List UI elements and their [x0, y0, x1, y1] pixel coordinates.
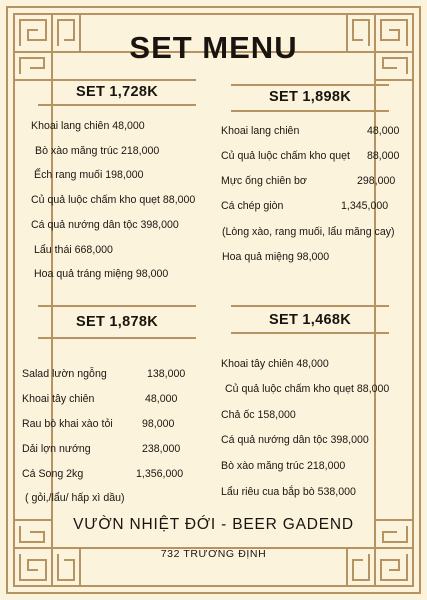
- set-3-item-price: 138,000: [147, 368, 186, 380]
- set-2-heading: SET 1,898K: [269, 89, 351, 105]
- set-1-item: Cá quả nướng dân tộc 398,000: [31, 219, 179, 231]
- set-4-item: Khoai tây chiên 48,000: [221, 358, 329, 370]
- set-2-item-price: 1,345,000: [341, 200, 389, 212]
- set-2-item-note: (Lòng xào, rang muối, lẩu măng cay): [222, 226, 395, 238]
- set-3-item-note: ( gỏi,/lẩu/ hấp xì dầu): [25, 492, 125, 504]
- set-4-rule-top: [231, 305, 389, 307]
- set-3-item-label: Cá Song 2kg: [22, 468, 84, 480]
- set-3-item-price: 238,000: [142, 443, 181, 455]
- set-1-item: Củ quả luộc chấm kho quẹt 88,000: [31, 194, 196, 206]
- set-2-item-label: Cá chép giòn: [221, 200, 284, 212]
- set-2-item-label: Khoai lang chiên: [221, 125, 300, 137]
- set-4-item: Củ quả luộc chấm kho quẹt 88,000: [225, 383, 390, 395]
- set-3-item-price: 98,000: [142, 418, 175, 430]
- menu-title: SET MENU: [129, 30, 298, 65]
- set-2-item-price: 48,000: [367, 125, 400, 137]
- set-1-item: Bò xào măng trúc 218,000: [35, 145, 160, 157]
- set-4-rule-bottom: [231, 332, 389, 334]
- set-2-item-label: Củ quả luộc chấm kho quẹt: [221, 150, 350, 162]
- set-2-rule-bottom: [231, 110, 389, 112]
- set-3-item-label: Dải lợn nướng: [22, 443, 91, 455]
- set-3-item-label: Khoai tây chiên: [22, 393, 95, 405]
- set-1-rule-bottom: [38, 104, 196, 106]
- set-1-heading: SET 1,728K: [76, 84, 158, 100]
- set-1-item: Hoa quả tráng miệng 98,000: [34, 268, 169, 280]
- set-2-item-price: 88,000: [367, 150, 400, 162]
- set-3-item-price: 48,000: [145, 393, 178, 405]
- set-4-item: Lẩu riêu cua bắp bò 538,000: [221, 486, 356, 498]
- set-4-item: Cá quả nướng dân tộc 398,000: [221, 434, 369, 446]
- set-1-rule-top: [38, 79, 196, 81]
- set-3-item-price: 1,356,000: [136, 468, 184, 480]
- set-3-item-label: Rau bò khai xào tỏi: [22, 418, 113, 430]
- set-3-item-label: Salad lườn ngỗng: [22, 368, 107, 380]
- set-3-rule-bottom: [38, 337, 196, 339]
- set-2-item-label: Mực ống chiên bơ: [221, 175, 307, 187]
- set-4-heading: SET 1,468K: [269, 312, 351, 328]
- set-2-rule-top: [231, 84, 389, 86]
- set-1-item: Lẩu thái 668,000: [34, 244, 113, 256]
- restaurant-name: VƯỜN NHIỆT ĐỚI - BEER GADEND: [73, 516, 354, 533]
- set-3-rule-top: [38, 305, 196, 307]
- set-1-item: Ếch rang muối 198,000: [34, 169, 144, 181]
- set-1-item: Khoai lang chiên 48,000: [31, 120, 145, 132]
- set-3-heading: SET 1,878K: [76, 314, 158, 330]
- set-4-item: Bò xào măng trúc 218,000: [221, 460, 346, 472]
- set-2-item-label: Hoa quả miệng 98,000: [222, 251, 330, 263]
- restaurant-address: 732 TRƯƠNG ĐỊNH: [160, 548, 267, 560]
- set-4-item: Chả ốc 158,000: [221, 409, 296, 421]
- set-2-item-price: 298,000: [357, 175, 396, 187]
